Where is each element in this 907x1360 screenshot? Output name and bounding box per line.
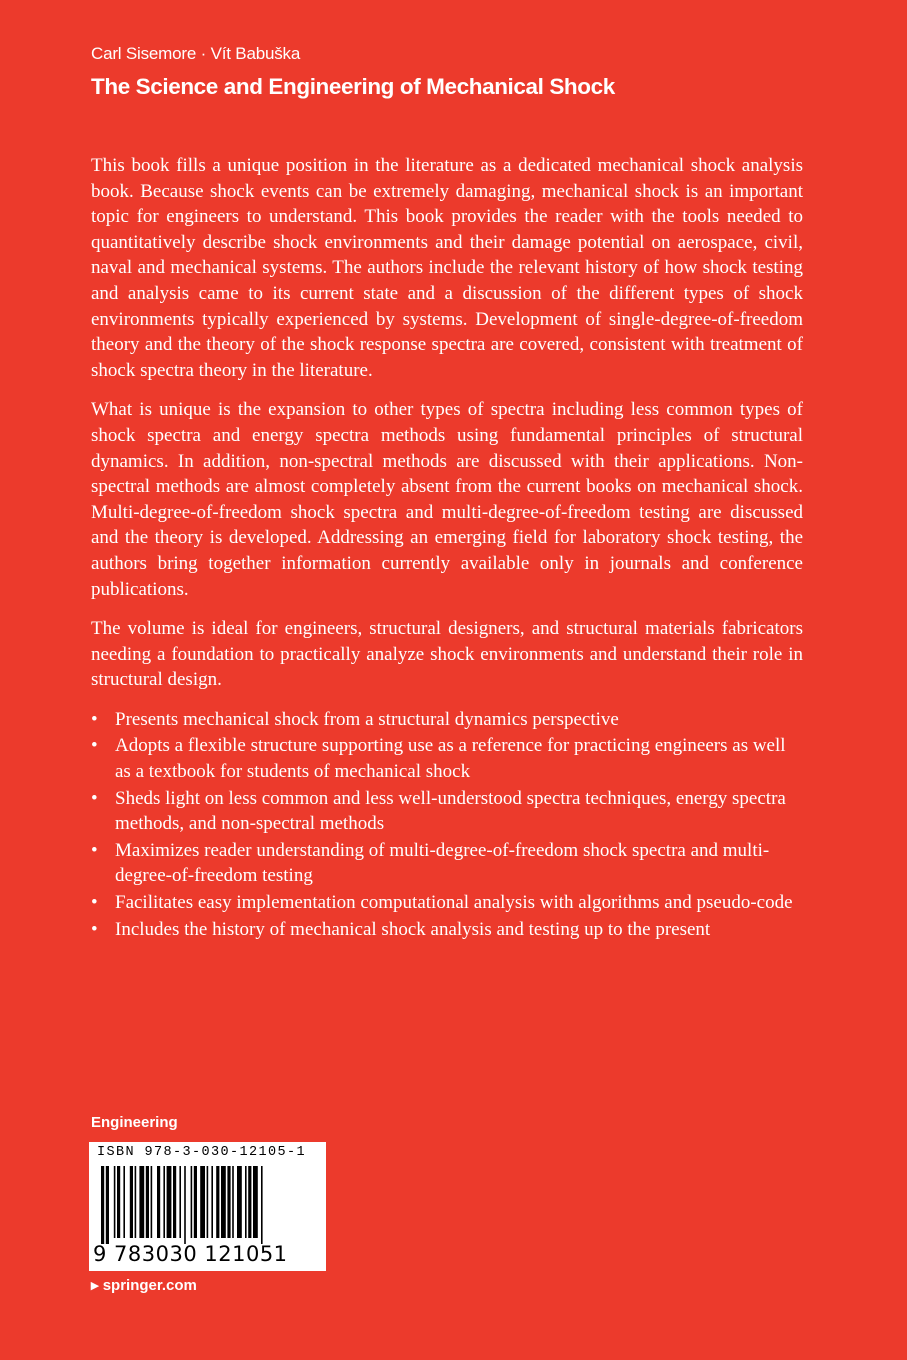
barcode-bar xyxy=(163,1166,165,1238)
barcode-bar xyxy=(167,1166,172,1238)
blurb-paragraph: This book fills a unique position in the literature as a dedicated mechanical shock analysis book. Because shock events can be extremely damaging, mechanical shock is an important topic for engineers to understand. This book provides the reader with the tools needed to quantitatively describe shock environments and their damage potential on aerospace, civil, naval and mechanical systems. The authors include the relevant history of how shock testing and analysis came to its current state and a discussion of the different types of shock environments typically experienced by systems. Development of single-degree-of-freedom theory and the theory of the shock response spectra are covered, consistent with treatment of shock spectra theory in the literature. xyxy=(91,155,803,381)
barcode-bar xyxy=(216,1166,219,1238)
barcode-bar xyxy=(227,1166,230,1238)
barcode-bar xyxy=(194,1166,197,1238)
feature-item xyxy=(91,917,803,943)
ean-digits: 9 783030 121051 xyxy=(93,1242,288,1266)
feature-item xyxy=(91,838,803,889)
barcode-bar xyxy=(253,1166,258,1238)
barcode-bar xyxy=(101,1166,104,1244)
barcode-bar xyxy=(135,1166,137,1238)
bullet-icon: • xyxy=(91,708,98,730)
feature-text: Adopts a flexible structure supporting use as a reference for practicing engineers as well as a textbook for students of mechanical shock xyxy=(115,735,786,783)
barcode-bar xyxy=(139,1166,144,1238)
feature-item xyxy=(91,786,803,837)
barcode-bar xyxy=(184,1166,186,1244)
barcode-bar xyxy=(221,1166,226,1238)
barcode-bar xyxy=(200,1166,205,1238)
barcode-bar xyxy=(130,1166,133,1238)
bullet-icon: • xyxy=(91,839,98,861)
feature-item xyxy=(91,890,803,916)
barcode-bar xyxy=(191,1166,193,1238)
barcode-bar xyxy=(173,1166,176,1238)
feature-text: Presents mechanical shock from a structural dynamics perspective xyxy=(115,708,619,730)
bullet-icon: • xyxy=(91,918,98,940)
feature-item xyxy=(91,707,803,733)
barcode-bar xyxy=(117,1166,120,1238)
subject-category: Engineering xyxy=(91,1114,178,1131)
barcode-bar xyxy=(151,1166,153,1238)
feature-text: Sheds light on less common and less well-understood spectra techniques, energy spectra methods, and non-spectral methods xyxy=(115,787,786,835)
barcode-bar xyxy=(248,1166,251,1238)
blurb-paragraph: What is unique is the expansion to other types of spectra including less common types of shock spectra and energy spectra methods using fundamental principles of structural dynamics. In addition, non-spectral methods are discussed with their applications. Non-spectral methods are almost completely absent from the current books on mechanical shock. Multi-degree-of-freedom shock spectra and multi-degree-of-freedom testing are discussed and the theory is developed. Addressing an emerging field for laboratory shock testing, the authors bring together information currently available only in journals and conference publications. xyxy=(91,399,803,600)
feature-text: Includes the history of mechanical shock analysis and testing up to the present xyxy=(115,918,711,940)
bullet-icon: • xyxy=(91,735,98,757)
barcode-bar xyxy=(232,1166,234,1238)
isbn-label: ISBN 978-3-030-12105-1 xyxy=(97,1145,307,1160)
barcode-bar xyxy=(179,1166,181,1238)
barcode-bar xyxy=(146,1166,149,1238)
feature-text: Facilitates easy implementation computational analysis with algorithms and pseudo-code xyxy=(115,892,793,914)
barcode-bar xyxy=(207,1166,209,1238)
book-title: The Science and Engineering of Mechanical Shock xyxy=(91,74,615,99)
bullet-icon: • xyxy=(91,787,98,809)
barcode-box xyxy=(89,1142,326,1271)
feature-text: Maximizes reader understanding of multi-degree-of-freedom shock spectra and multi-degree-of-freedom testing xyxy=(115,839,770,887)
barcode-bar xyxy=(114,1166,116,1238)
authors: Carl Sisemore · Vít Babuška xyxy=(91,44,301,63)
barcode-bar xyxy=(123,1166,125,1238)
blurb xyxy=(91,153,803,943)
barcode-bar xyxy=(237,1166,242,1238)
feature-list xyxy=(91,707,803,942)
blurb-paragraph: The volume is ideal for engineers, structural designers, and structural materials fabricators needing a foundation to practically analyze shock environments and understand their role in structural design. xyxy=(91,618,803,691)
barcode-bar xyxy=(106,1166,109,1244)
barcode-bar xyxy=(157,1166,160,1238)
bullet-icon: • xyxy=(91,892,98,914)
barcode-bar xyxy=(211,1166,213,1238)
barcode-bar xyxy=(261,1166,263,1244)
barcode-bar xyxy=(245,1166,247,1238)
publisher-website: ▸ springer.com xyxy=(91,1277,197,1294)
barcode-icon xyxy=(97,1166,318,1246)
feature-item xyxy=(91,733,803,784)
